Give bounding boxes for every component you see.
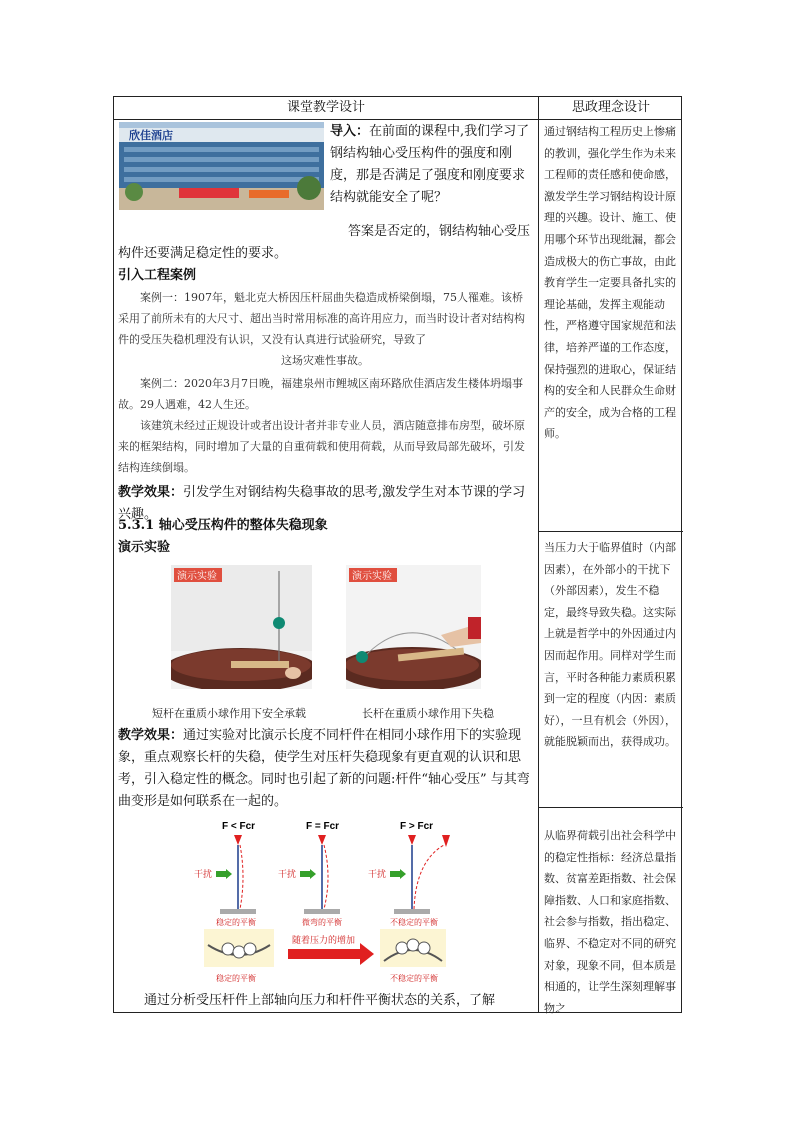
- intro-answer-block: [118, 221, 532, 265]
- label-f1: F < Fcr: [222, 821, 256, 832]
- ideology-text-2: 当压力大于临界值时（内部因素），在外部小的干扰下（外部因素），发生不稳定，最终导致失稳。这实际上就是哲学中的外因通过内因而起作用。同样对学生而言，平时各种能力素质积累到一定的程度（内因：素质好），一旦有机会（外因），就能脱颖而出，获得成功。: [544, 541, 676, 749]
- column-divider: [538, 97, 539, 1012]
- disturb-arrow-1: [216, 871, 226, 877]
- bottom-label-3: 不稳定的平衡: [390, 974, 438, 983]
- section-block: [118, 515, 532, 559]
- bottom-label-1: 稳定的平衡: [216, 974, 256, 983]
- label-f2: F = Fcr: [306, 821, 340, 832]
- col2-header: 思政理念设计: [571, 100, 650, 115]
- disturb-label-1: 干扰: [194, 869, 213, 879]
- demo-photo-short-rod: [171, 565, 312, 689]
- increase-arrow: [288, 949, 360, 959]
- analysis-block: [118, 990, 532, 1012]
- right-divider-1: [538, 531, 683, 532]
- demo-effect-label: 教学效果：: [118, 728, 184, 743]
- demo-tag-1: 演示实验: [177, 571, 217, 582]
- case-block: [118, 265, 532, 526]
- demo-photo-long-rod: [346, 565, 481, 689]
- intro-label: 导入：: [330, 124, 370, 139]
- col1-header: 课堂教学设计: [286, 100, 365, 115]
- disturb-label-3: 干扰: [368, 869, 387, 879]
- case2-text-b: 该建筑未经过正规设计或者出设计者并非专业人员，酒店随意排布房型，破坏原来的框架结构，同时增加了大量的自重荷载和使用荷载，从而导致局部先破坏，引发结构连续倒塌。: [118, 419, 525, 474]
- ideology-text-3: 从临界荷载引出社会科学中的稳定性指标：经济总量指数、贫富差距指数、社会保障指数、人口和家庭指数、社会参与指数，指出稳定、临界、不稳定对不同的研究对象，现象不同，但本质是相通的，让学生深刻理解事物之: [544, 829, 676, 1015]
- disturb-label-2: 干扰: [278, 869, 297, 879]
- increase-label: 随着压力的增加: [292, 935, 356, 945]
- intro-text: 在前面的课程中,我们学习了钢结构轴心受压构件的强度和刚度，那是否满足了强度和刚度要求结构就能安全了呢？: [330, 124, 530, 205]
- intro-answer: 答案是否定的，钢结构轴心受压构件还要满足稳定性的要求。: [118, 224, 531, 261]
- demo-tag-2: 演示实验: [352, 571, 392, 582]
- stability-diagram: [194, 815, 454, 991]
- force-arrow-1: [234, 835, 242, 845]
- case-effect: 引发学生对钢结构失稳事故的思考,激发学生对本节课的学习兴趣。: [118, 485, 526, 522]
- demo-effect: 通过实验对比演示长度不同杆件在相同小球作用下的实验现象，重点观察长杆的失稳，使学生对压杆失稳现象有更直观的认识和思考，引入稳定性的概念。同时也引起了新的问题:杆件“轴心受压” 与其弯曲变形是如何联系在一起的。: [118, 728, 530, 809]
- state-label-1: 稳定的平衡: [216, 918, 256, 927]
- header-divider: [114, 119, 681, 120]
- state-label-3: 不稳定的平衡: [390, 918, 438, 927]
- ideology-text-1: 通过钢结构工程历史上惨痛的教训，强化学生作为未来工程师的责任感和使命感，激发学生学习钢结构设计原理的兴趣。设计、施工、使用哪个环节出现纰漏，都会造成极大的伤亡事故，由此教育学生一定要具备扎实的理论基础，发挥主观能动性，严格遵守国家规范和法律，培养严谨的工作态度，保持强烈的进取心，保证结构的安全和人民群众生命财产的安全，成为合格的工程师。: [544, 125, 676, 441]
- demo-heading: 演示实验: [118, 540, 171, 555]
- caption-short-rod: 短杆在重质小球作用下安全承载: [152, 707, 306, 720]
- force-arrow-3: [408, 835, 416, 845]
- lesson-table: [113, 96, 682, 1013]
- hotel-photo: [119, 122, 324, 210]
- case1-end: 这场灾难性事故。: [281, 354, 369, 367]
- case-effect-label: 教学效果：: [118, 485, 184, 500]
- hotel-sign-text: 欣佳酒店: [129, 129, 173, 142]
- state-label-2: 微弯的平衡: [302, 918, 342, 927]
- case-heading: 引入工程案例: [118, 268, 197, 283]
- case1-text: 案例一：1907年，魁北克大桥因压杆屈曲失稳造成桥梁倒塌，75人罹难。该桥采用了前所未有的大尺寸、超出当时常用标准的高许用应力，而当时设计者对结构构件的受压失稳机理没有认识，又没有认真进行试验研究，导致了: [118, 291, 525, 346]
- label-f3: F > Fcr: [400, 821, 434, 832]
- right-divider-2: [538, 807, 683, 808]
- demo-effect-block: [118, 725, 532, 813]
- section-title: 5.3.1 轴心受压构件的整体失稳现象: [118, 518, 328, 533]
- intro-block: [330, 121, 530, 209]
- force-arrow-2: [318, 835, 326, 845]
- caption-long-rod: 长杆在重质小球作用下失稳: [362, 707, 494, 720]
- analysis-text: 通过分析受压杆件上部轴向压力和杆件平衡状态的关系，了解: [144, 993, 496, 1008]
- case2-text-a: 案例二：2020年3月7日晚，福建泉州市鲤城区南环路欣佳酒店发生楼体坍塌事故。29人遇难，42人生还。: [118, 377, 523, 411]
